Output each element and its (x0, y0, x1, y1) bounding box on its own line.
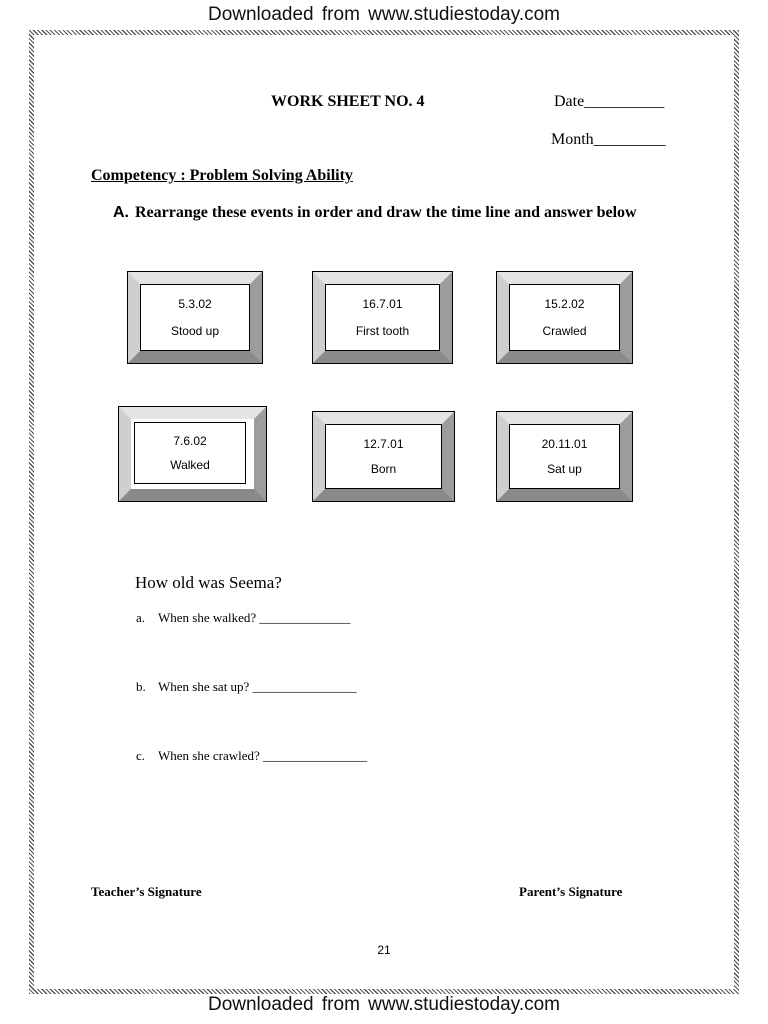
instruction-marker: A. (113, 204, 129, 221)
competency-heading: Competency : Problem Solving Ability (91, 167, 353, 184)
event-label: Crawled (542, 323, 587, 338)
event-card-crawled (496, 271, 633, 364)
question-text: When she walked? ______________ (158, 610, 351, 625)
event-date: 16.7.01 (362, 297, 403, 312)
download-banner-top: Downloaded from www.studiestoday.com (207, 4, 561, 25)
question-label: b. (136, 679, 146, 694)
event-label: Sat up (547, 462, 582, 477)
question-label: a. (136, 610, 146, 625)
question-c (136, 748, 367, 764)
event-date: 5.3.02 (178, 297, 212, 312)
instruction-text: Rearrange these events in order and draw the time line and answer below (135, 204, 637, 221)
question-b (136, 679, 357, 695)
event-label: Stood up (170, 323, 220, 338)
event-date: 7.6.02 (173, 433, 207, 448)
question-a (136, 610, 350, 626)
parent-signature: Parent’s Signature (519, 884, 623, 899)
event-card-walked (118, 406, 267, 502)
event-date: 15.2.02 (544, 297, 585, 312)
download-banner-bottom: Downloaded from www.studiestoday.com (207, 994, 561, 1015)
instruction (113, 204, 637, 222)
teacher-signature: Teacher’s Signature (91, 884, 202, 899)
event-card-sat-up (496, 411, 633, 502)
event-card-first-tooth (312, 271, 453, 364)
event-label: Born (370, 462, 397, 477)
event-card-born (312, 411, 455, 502)
event-label: Walked (170, 458, 210, 473)
event-label: First tooth (355, 323, 410, 338)
event-card-stood-up (127, 271, 263, 364)
page-number: 21 (377, 943, 391, 957)
event-date: 20.11.01 (541, 436, 588, 451)
month-field: Month_________ (551, 131, 666, 148)
question-label: c. (136, 748, 146, 763)
date-field: Date__________ (554, 93, 665, 110)
question-text: When she sat up? ________________ (158, 679, 357, 694)
question-text: When she crawled? ________________ (158, 748, 368, 763)
worksheet-title: WORK SHEET NO. 4 (271, 93, 425, 110)
questions-heading: How old was Seema? (135, 573, 282, 592)
event-date: 12.7.01 (363, 436, 404, 451)
